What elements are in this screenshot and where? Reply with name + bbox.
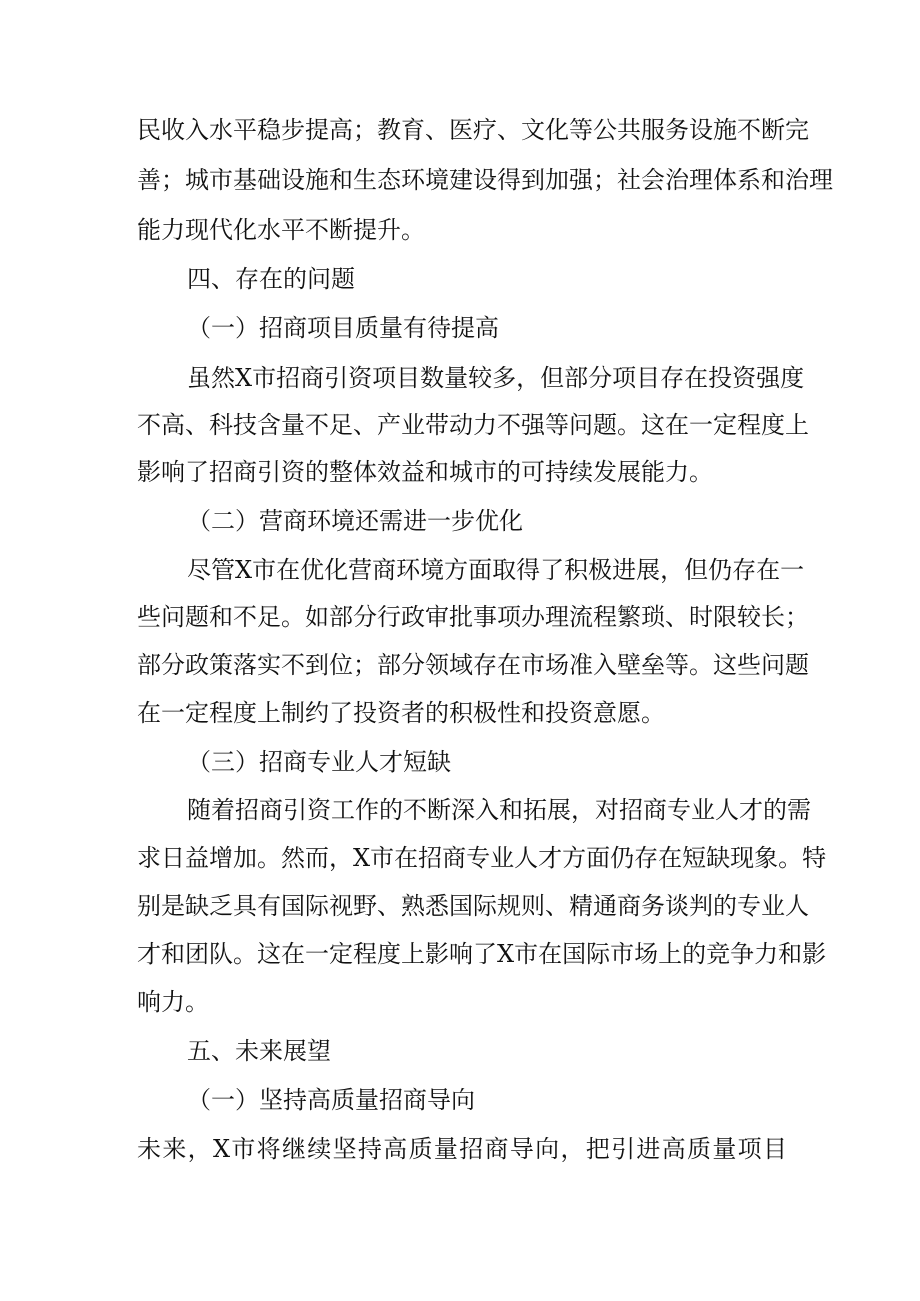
paragraph-line: 响力。	[137, 988, 209, 1016]
subsection-heading: （三）招商专业人才短缺	[187, 748, 451, 776]
paragraph-line: 求日益增加。然而，X市在招商专业人才方面仍存在短缺现象。特	[137, 844, 827, 872]
paragraph-line: 才和团队。这在一定程度上影响了X市在国际市场上的竞争力和影	[137, 940, 827, 968]
paragraph-line: 些问题和不足。如部分行政审批事项办理流程繁琐、时限较长；	[137, 603, 809, 631]
paragraph-line: 民收入水平稳步提高；教育、医疗、文化等公共服务设施不断完	[137, 116, 809, 144]
paragraph-line: 尽管X市在优化营商环境方面取得了积极进展，但仍存在一	[187, 556, 805, 584]
paragraph-line: 随着招商引资工作的不断深入和拓展，对招商专业人才的需	[187, 796, 811, 824]
paragraph-line: 不高、科技含量不足、产业带动力不强等问题。这在一定程度上	[137, 411, 809, 439]
paragraph-line: 能力现代化水平不断提升。	[137, 216, 425, 244]
section-heading: 五、未来展望	[187, 1037, 331, 1065]
paragraph-line: 影响了招商引资的整体效益和城市的可持续发展能力。	[137, 458, 713, 486]
paragraph-line: 未来，X市将继续坚持高质量招商导向，把引进高质量项目	[137, 1135, 787, 1163]
paragraph-line: 部分政策落实不到位；部分领域存在市场准入壁垒等。这些问题	[137, 651, 809, 679]
paragraph-line: 在一定程度上制约了投资者的积极性和投资意愿。	[137, 699, 665, 727]
subsection-heading: （一）招商项目质量有待提高	[187, 314, 499, 342]
subsection-heading: （二）营商环境还需进一步优化	[187, 507, 523, 535]
paragraph-line: 善；城市基础设施和生态环境建设得到加强；社会治理体系和治理	[137, 166, 833, 194]
section-heading: 四、存在的问题	[187, 265, 355, 293]
subsection-heading: （一）坚持高质量招商导向	[187, 1086, 475, 1114]
paragraph-line: 别是缺乏具有国际视野、熟悉国际规则、精通商务谈判的专业人	[137, 892, 809, 920]
paragraph-line: 虽然X市招商引资项目数量较多，但部分项目存在投资强度	[187, 364, 805, 392]
